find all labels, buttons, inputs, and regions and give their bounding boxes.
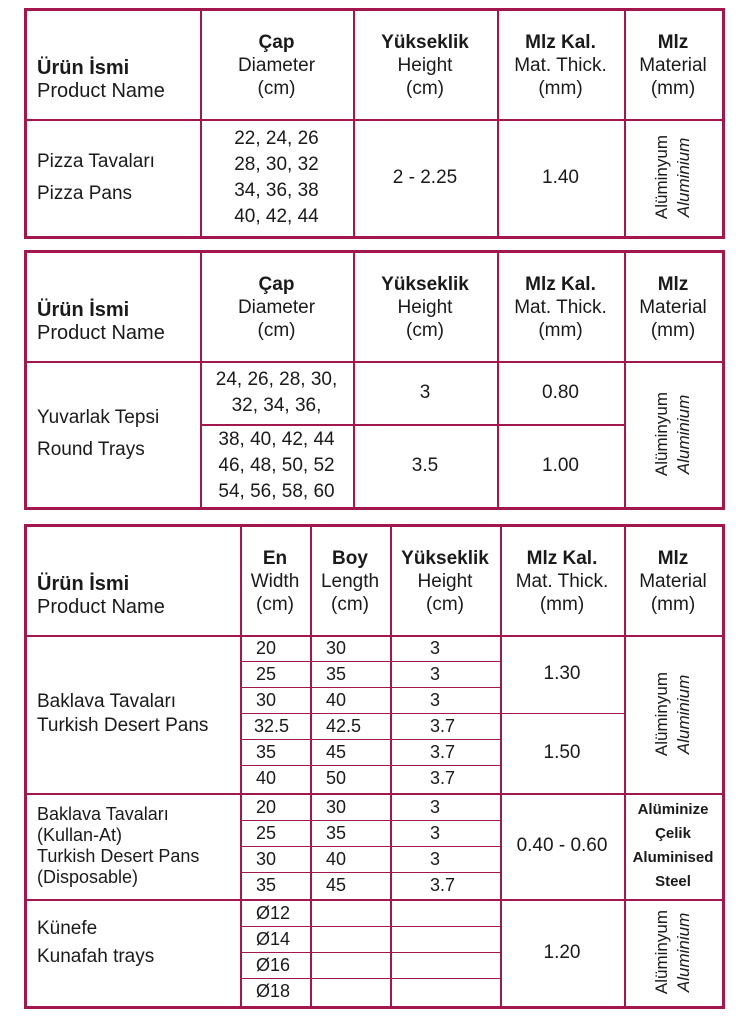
material-tr: Alüminyum [652, 671, 671, 757]
width-cell: 20 [256, 797, 277, 817]
round-trays-table [24, 250, 725, 510]
header-thickness-tr: Mlz Kal. [526, 547, 598, 569]
header-material-unit: (mm) [650, 593, 696, 615]
length-cell: 30 [326, 797, 347, 817]
header-diameter [200, 11, 353, 119]
header-product-name [27, 11, 200, 119]
material-en: Aluminium [674, 674, 693, 754]
thickness-value-b: 1.50 [543, 742, 581, 763]
height-cell: 3 [430, 823, 441, 843]
header-length-tr: Boy [332, 547, 368, 569]
length-cell: 30 [326, 638, 347, 658]
header-product-name [27, 527, 240, 635]
height-cell: 3 [430, 638, 441, 658]
material-tr: Alüminyum [652, 910, 671, 995]
material-value [624, 793, 722, 899]
material-vertical-text [651, 910, 695, 994]
header-height [390, 527, 500, 635]
product-line: Baklava Tavaları [37, 804, 169, 824]
material-en: Aluminium [674, 137, 693, 218]
header-material-tr: Mlz [657, 31, 689, 53]
header-material-en: Material [639, 54, 707, 76]
header-product-name-tr: Ürün İsmi [37, 57, 130, 79]
width-cell: 35 [256, 742, 277, 762]
length-cell: 45 [326, 742, 347, 762]
length-cell: 40 [326, 690, 347, 710]
product-baklava-pans [27, 635, 240, 793]
diameter-row: 46, 48, 50, 52 [218, 454, 335, 476]
length-cell: 50 [326, 768, 347, 788]
header-thickness-unit: (mm) [538, 77, 583, 99]
diameter-row: 32, 34, 36, [231, 394, 322, 416]
height-value-group1: 3 [419, 381, 431, 403]
header-product-name-en: Product Name [37, 596, 165, 618]
thickness-value-a: 1.30 [543, 663, 581, 684]
diameter-cell: Ø16 [256, 955, 291, 975]
width-cell: 25 [256, 664, 277, 684]
header-height-tr: Yükseklik [401, 547, 489, 569]
header-height-en: Height [397, 54, 453, 76]
material-value [624, 361, 722, 507]
diameter-row: 54, 56, 58, 60 [218, 480, 335, 502]
header-diameter-en: Diameter [237, 54, 316, 76]
width-cell: 25 [256, 823, 277, 843]
product-name-tr: Baklava Tavaları [37, 691, 177, 712]
header-height [353, 11, 497, 119]
header-thickness-en: Mat. Thick. [514, 54, 607, 76]
material-value [624, 899, 722, 1006]
header-length-unit: (cm) [331, 593, 369, 615]
header-thickness-unit: (mm) [539, 593, 585, 615]
header-material [624, 253, 722, 361]
header-thickness [500, 527, 624, 635]
material-tr: Alüminyum [652, 391, 671, 477]
header-material-en: Material [639, 570, 707, 592]
height-cell: 3 [430, 849, 441, 869]
thickness-value-group2: 1.00 [542, 454, 579, 476]
material-value [624, 635, 722, 793]
height-value: 2 - 2.25 [392, 166, 458, 188]
length-cell: 45 [326, 875, 347, 895]
height-value-group2: 3.5 [411, 454, 439, 476]
header-width-tr: En [262, 547, 288, 569]
material-en: Aluminium [674, 912, 693, 993]
header-thickness-tr: Mlz Kal. [525, 273, 596, 295]
header-thickness-en: Mat. Thick. [515, 570, 609, 592]
product-kunefe [27, 899, 240, 1006]
height-cell: 3 [430, 664, 441, 684]
header-diameter-unit: (cm) [257, 77, 296, 99]
header-diameter-tr: Çap [258, 31, 295, 53]
product-name-tr: Künefe [37, 918, 98, 939]
height-cell: 3.7 [430, 768, 456, 788]
header-product-name-en: Product Name [37, 322, 165, 344]
header-thickness [497, 11, 624, 119]
product-line: (Kullan-At) [37, 825, 123, 845]
product-pizza-pans [27, 119, 200, 236]
header-height-en: Height [417, 570, 473, 592]
header-thickness-tr: Mlz Kal. [525, 31, 596, 53]
material-vertical-text [651, 392, 695, 476]
thickness-value: 0.40 - 0.60 [516, 835, 608, 856]
baklava-trays-table [24, 524, 725, 1009]
header-product-name-tr: Ürün İsmi [37, 299, 130, 321]
diameter-row: 34, 36, 38 [234, 179, 319, 201]
length-cell: 40 [326, 849, 347, 869]
header-length [310, 527, 390, 635]
product-name-tr: Yuvarlak Tepsi [37, 407, 160, 428]
product-name-en: Round Trays [37, 439, 145, 460]
material-tr: Alüminyum [652, 135, 671, 220]
header-product-name-en: Product Name [37, 80, 165, 102]
diameter-cell: Ø18 [256, 981, 291, 1001]
header-material [624, 11, 722, 119]
header-material-tr: Mlz [657, 273, 689, 295]
diameter-row: 28, 30, 32 [234, 153, 319, 175]
header-length-en: Length [320, 570, 380, 592]
width-cell: 40 [256, 768, 277, 788]
thickness-value-group1: 0.80 [542, 381, 579, 403]
material-line: Aluminised [632, 849, 714, 866]
width-cell: 32.5 [254, 716, 290, 736]
product-round-trays [27, 361, 200, 507]
header-product-name-tr: Ürün İsmi [37, 573, 130, 595]
header-material-tr: Mlz [657, 547, 689, 569]
thickness-value: 1.40 [542, 166, 579, 188]
header-thickness-en: Mat. Thick. [514, 296, 607, 318]
thickness-value: 1.20 [543, 941, 581, 963]
height-cell: 3.7 [430, 742, 456, 762]
diameter-row: 22, 24, 26 [234, 127, 319, 149]
product-name-en: Turkish Desert Pans [37, 715, 209, 736]
header-width-unit: (cm) [256, 593, 294, 615]
diameter-cell: Ø12 [256, 903, 291, 923]
header-height-unit: (cm) [426, 593, 464, 615]
product-name-tr: Pizza Tavaları [37, 150, 155, 172]
diameter-row: 38, 40, 42, 44 [218, 428, 335, 450]
product-name-en: Pizza Pans [37, 182, 133, 204]
diameter-row: 40, 42, 44 [234, 205, 319, 227]
header-material-unit: (mm) [650, 77, 696, 99]
header-width [240, 527, 310, 635]
material-value [624, 119, 722, 236]
diameter-row: 24, 26, 28, 30, [215, 368, 338, 390]
height-cell: 3.7 [430, 875, 456, 895]
material-line: Çelik [655, 825, 691, 842]
diameter-list-group2 [200, 424, 353, 507]
header-thickness [497, 253, 624, 361]
header-material-en: Material [639, 296, 707, 318]
diameter-list-group1 [200, 361, 353, 424]
product-line: Turkish Desert Pans [37, 846, 200, 866]
header-height-en: Height [397, 296, 453, 318]
header-height [353, 253, 497, 361]
material-line: Alüminize [637, 801, 709, 818]
length-cell: 35 [326, 823, 347, 843]
width-cell: 30 [256, 849, 277, 869]
diameter-list [200, 119, 353, 236]
material-vertical-text [651, 672, 695, 756]
length-cell: 35 [326, 664, 347, 684]
header-diameter-en: Diameter [237, 296, 316, 318]
material-en: Aluminium [674, 394, 693, 474]
height-cell: 3 [430, 797, 441, 817]
header-width-en: Width [250, 570, 300, 592]
header-height-unit: (cm) [406, 319, 444, 341]
header-height-tr: Yükseklik [381, 273, 469, 295]
width-cell: 30 [256, 690, 277, 710]
height-cell: 3 [430, 690, 441, 710]
header-thickness-unit: (mm) [538, 319, 583, 341]
header-diameter-tr: Çap [258, 273, 295, 295]
header-material [624, 527, 722, 635]
product-name-en: Kunafah trays [37, 946, 155, 967]
header-material-unit: (mm) [650, 319, 696, 341]
width-cell: 20 [256, 638, 277, 658]
pizza-pans-table [24, 8, 725, 239]
material-line: Steel [655, 873, 691, 890]
header-height-unit: (cm) [406, 77, 444, 99]
material-vertical-text [651, 135, 695, 219]
height-cell: 3.7 [430, 716, 456, 736]
header-diameter [200, 253, 353, 361]
diameter-cell: Ø14 [256, 929, 291, 949]
header-diameter-unit: (cm) [257, 319, 296, 341]
length-cell: 42.5 [326, 716, 362, 736]
header-height-tr: Yükseklik [381, 31, 469, 53]
product-line: (Disposable) [37, 867, 139, 887]
width-cell: 35 [256, 875, 277, 895]
product-baklava-disposable [27, 793, 240, 899]
header-product-name [27, 253, 200, 361]
